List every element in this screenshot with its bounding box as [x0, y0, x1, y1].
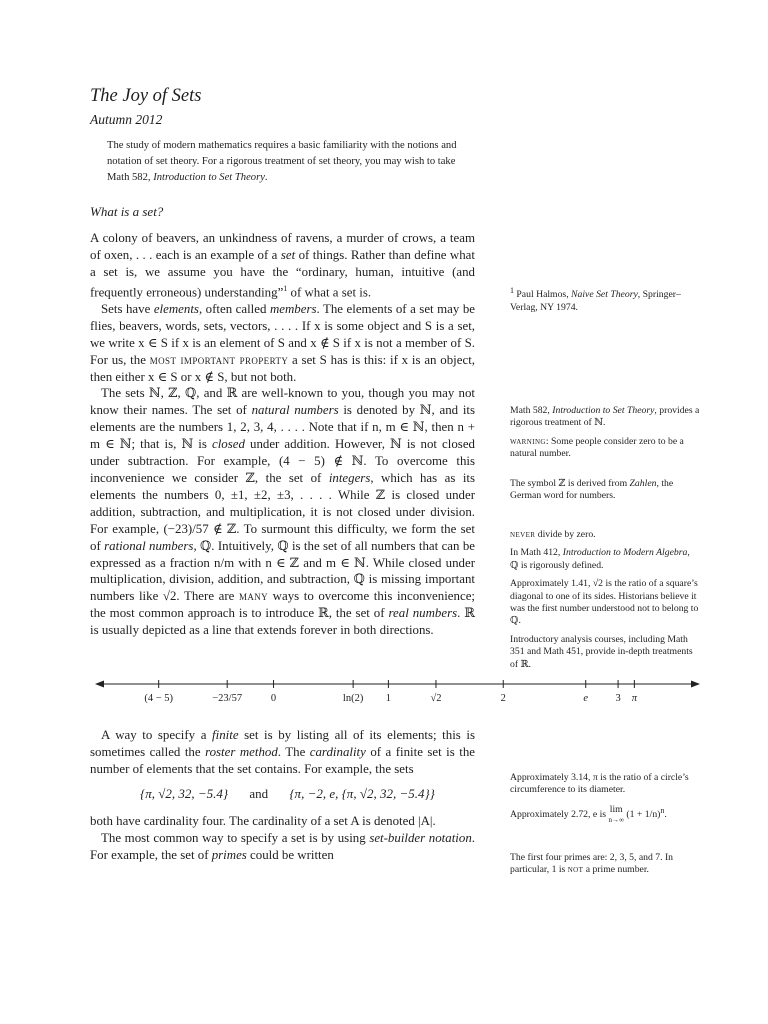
- paragraph-4: A way to specify a finite set is by listing all of its elements; this is sometimes called the roster method. The cardinality of a finite set is the number of elements that the set contains. For example, the sets: [90, 728, 475, 776]
- number-line-label: π: [631, 693, 637, 704]
- display-and: and: [249, 786, 269, 801]
- number-line-label: 2: [500, 693, 506, 704]
- section-heading: What is a set?: [90, 204, 164, 219]
- display-equation: [140, 786, 435, 802]
- margin-note-analysis: Introductory analysis courses, including Math 351 and Math 451, provide in-depth treatments of ℝ.: [510, 633, 693, 670]
- margin-note-zahlen: The symbol ℤ is derived from Zahlen, the German word for numbers.: [510, 478, 674, 502]
- margin-note-warning: warning: Some people consider zero to be a natural number.: [510, 435, 684, 460]
- paragraph-3: The sets ℕ, ℤ, ℚ, and ℝ are well-known to you, though you may not know their names. The set of natural numbers is denoted by ℕ, and its elements are the numbers 1, 2, 3, 4, . . . . Note that if n, m ∈ ℕ, then n + m ∈ ℕ; that is, ℕ is closed under addition. However, ℕ is not closed under subtraction. For example, (4 − 5) ∉ ℕ. To overcome this inconvenience we consider ℤ, the set of integers, which has as its elements the numbers 0, ±1, ±2, ±3, . . . . While ℤ is closed under addition, subtraction, and multiplication, it is not closed under division. For example, (−23)/57 ∉ ℤ. To surmount this difficulty, we form the set of rational numbers, ℚ. Intuitively, ℚ is the set of all numbers that can be expressed as a fraction n/m with n ∈ ℤ and m ∈ ℕ. While closed under multiplication, division, addition, and subtraction, ℚ is missing important numbers like √2. There are many ways to overcome this inconvenience; the most common approach is to introduce ℝ, the set of real numbers. ℝ is usually depicted as a line that extends forever in both directions.: [90, 386, 476, 638]
- footnote-marker: 1: [283, 283, 288, 293]
- number-line-label: 0: [270, 693, 277, 704]
- limit-operator: lim n→∞: [608, 803, 624, 824]
- margin-note-math412: In Math 412, Introduction to Modern Algebra, ℚ is rigorously defined.: [510, 547, 690, 571]
- margin-note-halmos: $^1$ Paul Halmos, Naive Set Theory, Springer–Verlag, NY 1974.: [510, 286, 681, 313]
- right-arrow-icon: [691, 681, 700, 688]
- number-line-label: ln(2): [342, 693, 364, 704]
- paragraph-1: A colony of beavers, an unkindness of ravens, a murder of crows, a team of oxen, . . . each is an example of a set of things. Rather than define what a set is, we assume you have the “ordinary, human, intuitive (and frequently erroneous) understanding”$^1$ of what a set is.: [90, 231, 475, 300]
- body-text-end: [90, 813, 475, 864]
- set-example-1: {π, √2, 32, −5.4}: [140, 786, 229, 801]
- margin-note-math582: Math 582, Introduction to Set Theory, provides a rigorous treatment of ℕ.: [510, 405, 700, 429]
- margin-note-never-divide: never divide by zero.: [510, 529, 596, 540]
- number-line-label: 1: [385, 693, 392, 704]
- body-text-bottom: [90, 727, 475, 778]
- margin-notes-naturals: [510, 405, 700, 467]
- margin-notes-constants: [510, 772, 700, 831]
- margin-notes-rationals: [510, 529, 700, 677]
- margin-note-pi: Approximately 3.14, π is the ratio of a circle’s circumference to its diameter.: [510, 772, 689, 796]
- page-title: The Joy of Sets: [90, 86, 202, 106]
- real-number-line: [95, 676, 700, 716]
- number-line-label: 3: [615, 693, 621, 704]
- abstract: The study of modern mathematics requires a basic familiarity with the notions and notation of set theory. For a rigorous treatment of set theory, you may wish to take Math 582, Introduction to Set Theory.: [107, 140, 457, 183]
- body-text-top: [90, 230, 475, 639]
- paragraph-6: The most common way to specify a set is by using set-builder notation. For example, the set of primes could be written: [90, 830, 475, 862]
- number-line-label: e: [583, 693, 589, 704]
- margin-note-e: Approximately 2.72, e is lim n→∞ $(1 + 1/n)^n$.: [510, 803, 667, 824]
- page-subtitle: Autumn 2012: [90, 112, 163, 127]
- set-example-2: {π, −2, e, {π, √2, 32, −5.4}}: [289, 786, 435, 801]
- paragraph-5: both have cardinality four. The cardinality of a set A is denoted |A|.: [90, 814, 436, 828]
- number-line-label: −23/57: [212, 693, 243, 704]
- margin-note-primes: The first four primes are: 2, 3, 5, and 7. In particular, 1 is not a prime number.: [510, 852, 674, 876]
- number-line-label: (4 − 5): [144, 693, 174, 704]
- number-line-label: √2: [430, 693, 442, 704]
- left-arrow-icon: [95, 681, 104, 688]
- margin-note-sqrt2: Approximately 1.41, √2 is the ratio of a square’s diagonal to one of its sides. Historians believe it was the first number understood not to belong to ℚ.: [510, 578, 699, 627]
- paragraph-2: Sets have elements, often called members. The elements of a set may be flies, beavers, words, sets, vectors, . . . . If x is some object and S is a set, we write x ∈ S if x is an element of S and x ∉ S if x is not a member of S. For us, the most important property a set S has is this: if x is an object, then either x ∈ S or x ∉ S, but not both.: [90, 301, 475, 384]
